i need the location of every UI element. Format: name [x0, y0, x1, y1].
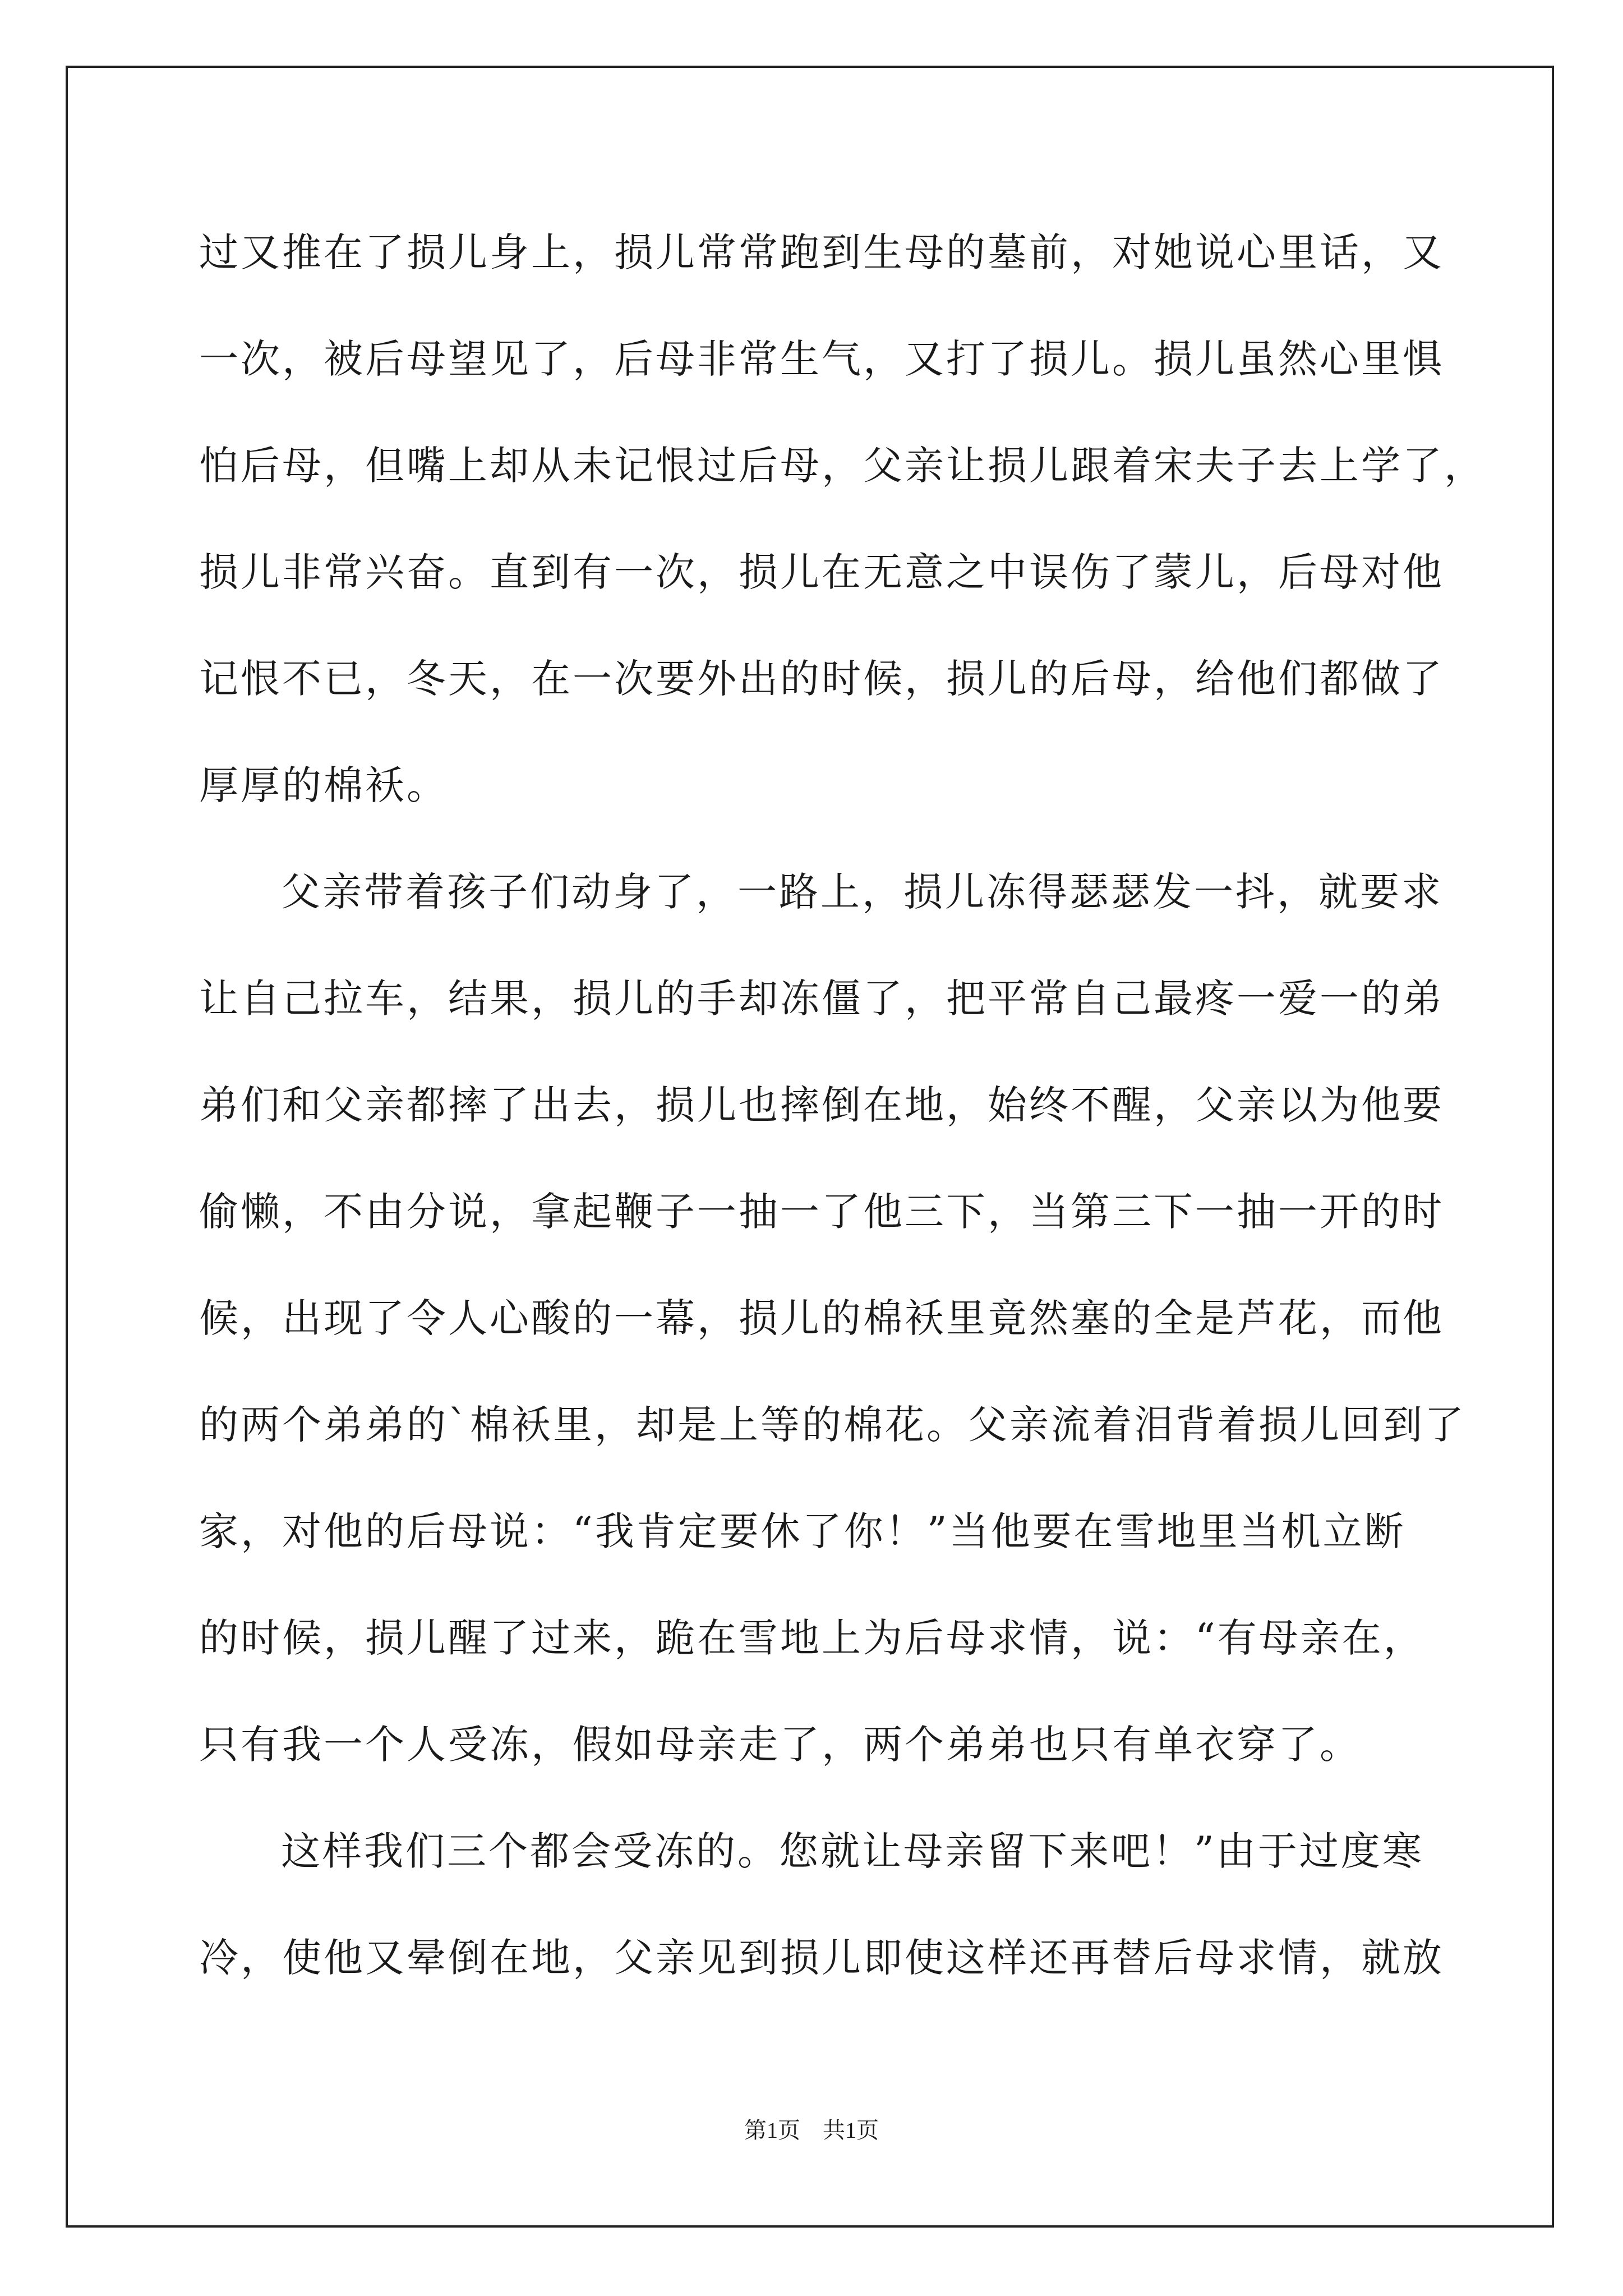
text-line: 只有我一个人受冻，假如母亲走了，两个弟弟也只有单衣穿了。 [199, 1722, 1361, 1768]
text-line: 冷，使他又晕倒在地，父亲见到损儿即使这样还再替后母求情，就放 [199, 1935, 1444, 1981]
document-body [199, 199, 1486, 2011]
text-line: 厚厚的棉袄。 [199, 762, 448, 808]
text-line: 偷懒，不由分说，拿起鞭子一抽一了他三下，当第三下一抽一开的时 [199, 1189, 1444, 1235]
page-total: 共1页 [823, 2118, 879, 2143]
text-line: 记恨不已，冬天，在一次要外出的时候，损儿的后母，给他们都做了 [199, 656, 1444, 702]
text-line: 的两个弟弟的`棉袄里，却是上等的棉花。父亲流着泪背着损儿回到了 [199, 1402, 1466, 1448]
text-line: 候，出现了令人心酸的一幕，损儿的棉袄里竟然塞的全是芦花，而他 [199, 1295, 1444, 1341]
paragraph-start-line: 这样我们三个都会受冻的。您就让母亲留下来吧！”由于过度寒 [281, 1828, 1424, 1874]
page-number: 第1页 [744, 2118, 800, 2143]
text-line: 弟们和父亲都摔了出去，损儿也摔倒在地，始终不醒，父亲以为他要 [199, 1082, 1444, 1128]
text-line: 过又推在了损儿身上，损儿常常跑到生母的墓前，对她说心里话，又 [199, 229, 1444, 275]
text-line: 损儿非常兴奋。直到有一次，损儿在无意之中误伤了蒙儿，后母对他 [199, 549, 1444, 595]
text-line: 让自己拉车，结果，损儿的手却冻僵了，把平常自己最疼一爱一的弟 [199, 976, 1444, 1022]
text-line: 家，对他的后母说：“我肯定要休了你！”当他要在雪地里当机立断 [199, 1508, 1406, 1554]
text-line: 一次，被后母望见了，后母非常生气，又打了损儿。损儿虽然心里惧 [199, 336, 1444, 382]
text-line: 的时候，损儿醒了过来，跪在雪地上为后母求情，说：“有母亲在， [199, 1615, 1425, 1661]
page-footer [0, 2114, 1623, 2147]
paragraph-start-line: 父亲带着孩子们动身了，一路上，损儿冻得瑟瑟发一抖，就要求 [281, 869, 1443, 915]
text-line: 怕后母，但嘴上却从未记恨过后母，父亲让损儿跟着宋夫子去上学了， [199, 443, 1486, 489]
